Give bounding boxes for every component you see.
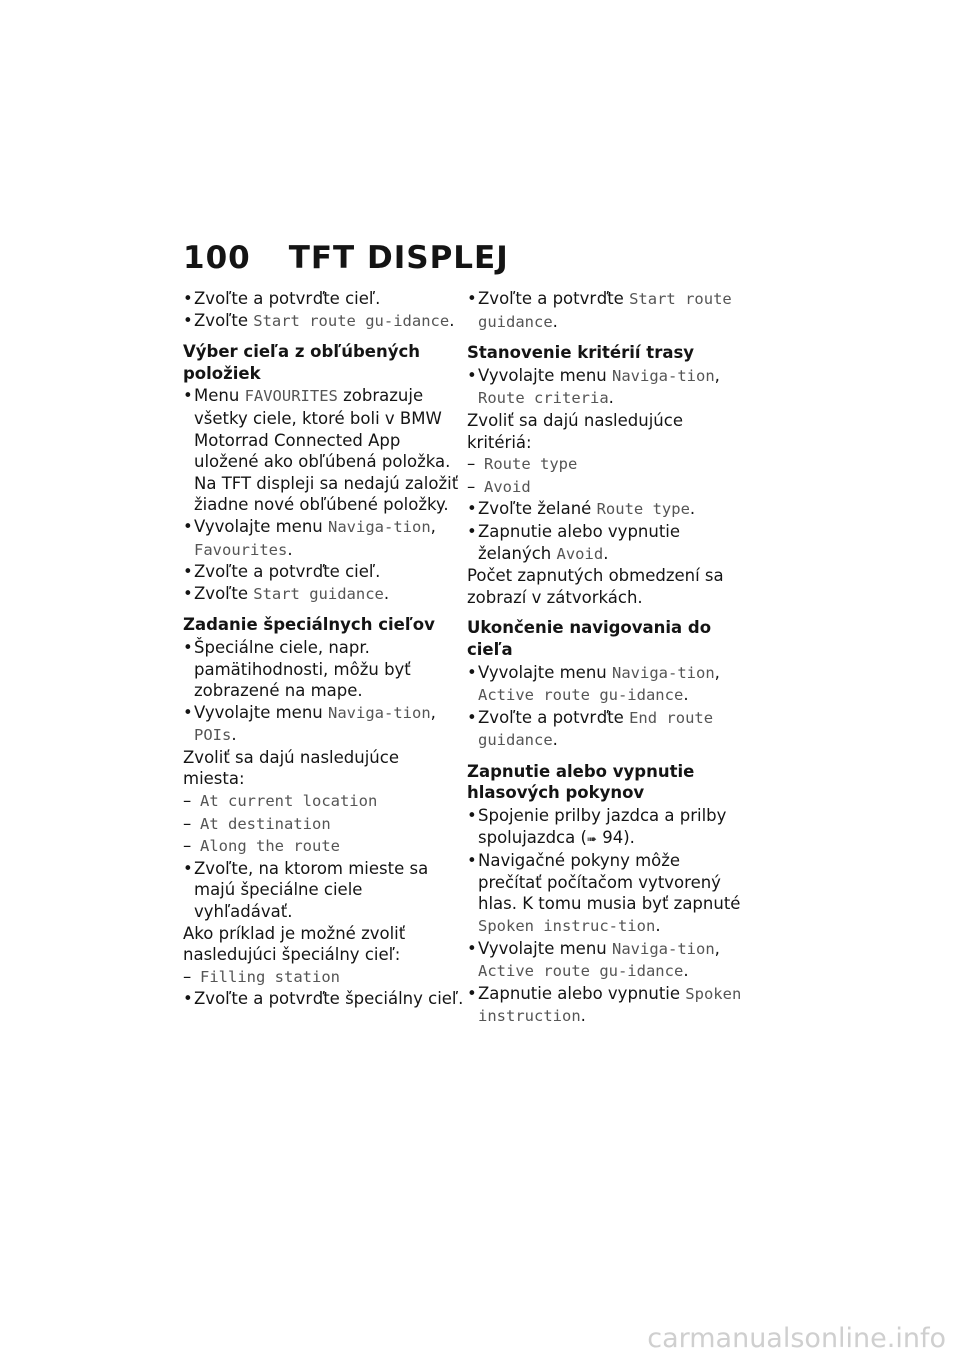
page-title: TFT DISPLEJ bbox=[288, 240, 509, 276]
section-heading: Ukončenie navigovania do cieľa bbox=[467, 618, 712, 659]
menu-code: Naviga-tion bbox=[328, 517, 431, 536]
list-item: • Menu FAVOURITES zobrazuje všetky ciele, ktoré boli v BMW Motorrad Connected App uložené ako obľúbená položka. Na TFT displeji sa nedajú založiť žiadne nové obľúbené položky. bbox=[183, 385, 465, 516]
site-watermark: carmanualsonline.info bbox=[647, 1323, 946, 1354]
menu-code: Avoid bbox=[556, 544, 604, 563]
section-heading: Zadanie špeciálnych cieľov bbox=[183, 615, 435, 635]
paragraph: Ako príklad je možné zvoliť nasledujúci špeciálny cieľ: bbox=[183, 923, 406, 965]
paragraph: Zvoliť sa dajú nasledujúce miesta: bbox=[183, 747, 399, 789]
menu-code: End route guidance bbox=[478, 708, 714, 750]
list-item: • Špeciálne ciele, napr. pamätihodnosti, môžu byť zobrazené na mape. bbox=[183, 637, 465, 702]
menu-code: Active route gu-idance bbox=[478, 962, 684, 981]
page-reference-arrow-icon: ➠ bbox=[586, 831, 597, 846]
dash-item: – Avoid bbox=[467, 476, 749, 499]
dash-item: – Route type bbox=[467, 453, 749, 476]
dash-item: – Along the route bbox=[183, 835, 465, 858]
list-item: • Zvoľte a potvrďte Start route guidance. bbox=[467, 288, 749, 333]
menu-code: Active route gu-idance bbox=[478, 686, 684, 705]
menu-code: Spoken instruc-tion bbox=[478, 917, 656, 936]
dash-item: – At current location bbox=[183, 790, 465, 813]
list-item: • Zvoľte a potvrďte špeciálny cieľ. bbox=[183, 988, 465, 1010]
menu-code: Start route gu-idance bbox=[253, 311, 450, 330]
list-item: • Vyvolajte menu Naviga-tion, Active route gu-idance. bbox=[467, 938, 749, 983]
menu-code: Start route guidance bbox=[478, 290, 732, 331]
list-item: • Vyvolajte menu Naviga-tion, Route criteria. bbox=[467, 365, 749, 410]
section-heading: Zapnutie alebo vypnutie hlasových pokynov bbox=[467, 761, 695, 803]
list-item: • Zapnutie alebo vypnutie želaných Avoid. bbox=[467, 521, 749, 565]
dash-item: – At destination bbox=[183, 813, 465, 836]
list-item: • Zvoľte a potvrďte cieľ. bbox=[183, 288, 465, 310]
menu-code: Naviga-tion bbox=[612, 663, 715, 682]
dash-item: – Filling station bbox=[183, 966, 465, 989]
list-item: • Zvoľte a potvrďte cieľ. bbox=[183, 561, 465, 583]
right-column bbox=[467, 288, 749, 1028]
section-heading: Stanovenie kritérií trasy bbox=[467, 343, 695, 363]
paragraph: Zvoliť sa dajú nasledujúce kritériá: bbox=[467, 410, 683, 452]
list-item: • Vyvolajte menu Naviga-tion, POIs. bbox=[183, 702, 465, 747]
menu-code: Naviga-tion bbox=[612, 939, 715, 958]
menu-code: Naviga-tion bbox=[328, 703, 431, 722]
list-item: • Zvoľte, na ktorom mieste sa majú špeciálne ciele vyhľadávať. bbox=[183, 858, 465, 923]
list-item: • Zvoľte a potvrďte End route guidance. bbox=[467, 707, 749, 752]
list-item: • Zvoľte želané Route type. bbox=[467, 498, 749, 521]
left-column bbox=[183, 288, 465, 1010]
menu-code: Favourites bbox=[194, 540, 288, 559]
list-item: • Zvoľte Start route gu-idance. bbox=[183, 310, 465, 333]
section-heading: Výber cieľa z obľúbených položiek bbox=[183, 342, 421, 383]
page-header bbox=[183, 240, 509, 276]
page-reference-link[interactable]: 94 bbox=[602, 827, 624, 847]
menu-code: POIs bbox=[194, 726, 232, 745]
menu-code: Naviga-tion bbox=[612, 366, 715, 385]
menu-code: Route criteria bbox=[478, 389, 609, 408]
menu-code: FAVOURITES bbox=[244, 387, 338, 406]
page-number: 100 bbox=[183, 240, 251, 276]
list-item: • Zapnutie alebo vypnutie Spoken instruction. bbox=[467, 983, 749, 1028]
list-item: • Vyvolajte menu Naviga-tion, Favourites. bbox=[183, 516, 465, 561]
list-item: • Vyvolajte menu Naviga-tion, Active route gu-idance. bbox=[467, 662, 749, 707]
list-item: • Spojenie prilby jazdca a prilby spolujazdca (➠ 94). bbox=[467, 805, 749, 850]
menu-code: Start guidance bbox=[253, 584, 384, 603]
list-item: • Navigačné pokyny môže prečítať počítačom vytvorený hlas. K tomu musia byť zapnuté Spoken instruc-tion. bbox=[467, 850, 749, 937]
paragraph: Počet zapnutých obmedzení sa zobrazí v zátvorkách. bbox=[467, 566, 724, 607]
list-item: • Zvoľte Start guidance. bbox=[183, 583, 465, 606]
menu-code: Spoken instruction bbox=[478, 984, 742, 1026]
menu-code: Route type bbox=[596, 500, 690, 519]
